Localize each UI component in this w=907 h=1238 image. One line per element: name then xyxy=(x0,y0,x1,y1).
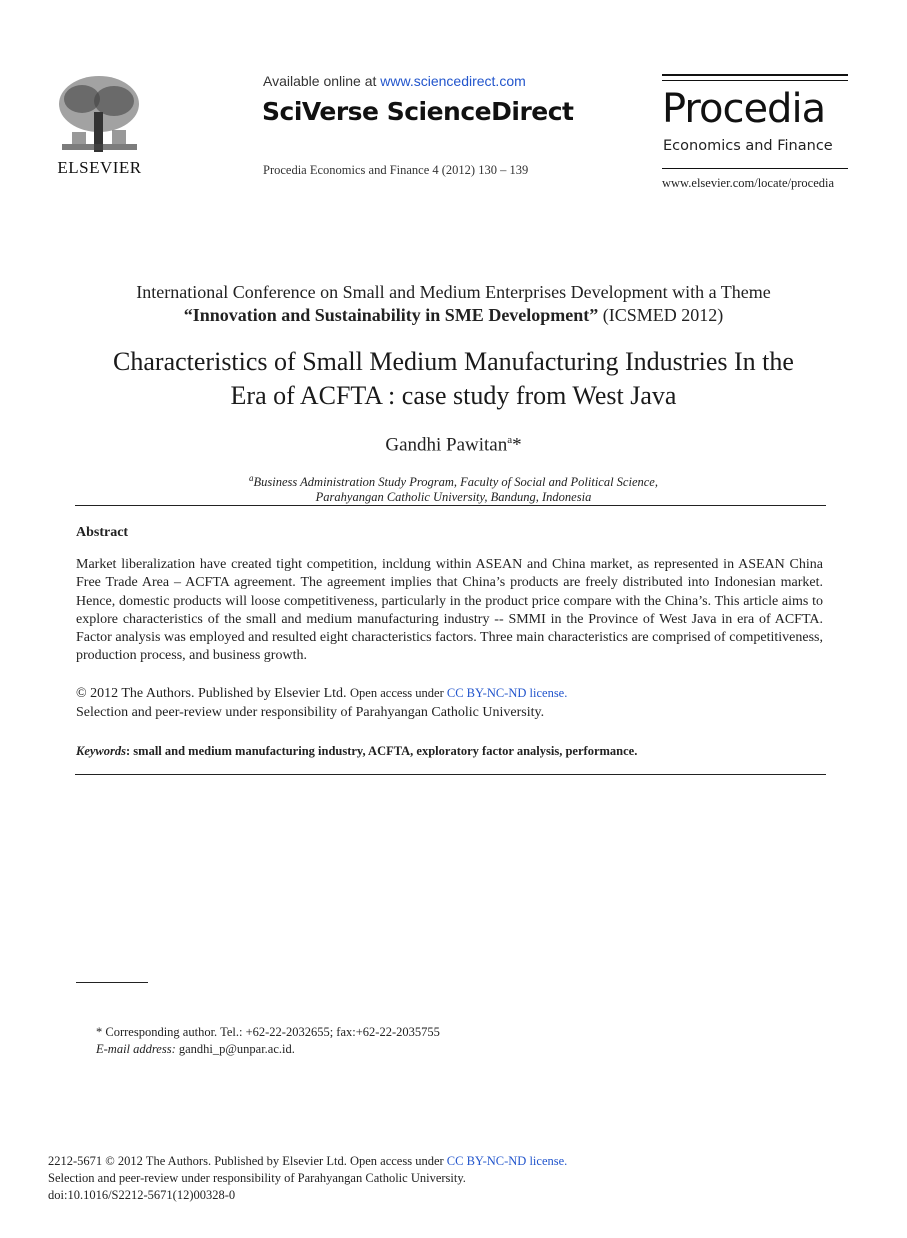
keywords xyxy=(76,744,637,759)
author xyxy=(0,434,907,456)
footer-doi[interactable]: doi:10.1016/S2212-5671(12)00328-0 xyxy=(48,1188,236,1202)
author-sup: a xyxy=(507,434,513,446)
paper-title xyxy=(0,345,907,413)
publisher-name: ELSEVIER xyxy=(57,158,142,177)
platform-name: SciVerse ScienceDirect xyxy=(262,97,574,126)
elsevier-logo xyxy=(52,74,147,180)
email-line xyxy=(96,1042,295,1057)
copyright-line xyxy=(76,686,567,702)
sciencedirect-link[interactable]: www.sciencedirect.com xyxy=(380,73,526,89)
open-access-text: Open access under xyxy=(350,686,447,700)
paper-title-line2: Era of ACFTA : case study from West Java xyxy=(230,381,677,410)
available-online xyxy=(263,73,526,89)
procedia-title: Procedia xyxy=(662,86,826,132)
procedia-url[interactable]: www.elsevier.com/locate/procedia xyxy=(662,176,835,190)
email-label: E-mail address: xyxy=(96,1042,176,1056)
author-star: * xyxy=(512,434,522,456)
author-name: Gandhi Pawitan xyxy=(385,434,508,456)
keywords-list: : small and medium manufacturing industry, ACFTA, exploratory factor analysis, performance. xyxy=(126,744,638,758)
selection-note: Selection and peer-review under responsibility of Parahyangan Catholic University. xyxy=(76,705,545,720)
footer-selection: Selection and peer-review under responsibility of Parahyangan Catholic University. xyxy=(48,1171,466,1185)
affiliation-text1: Business Administration Study Program, Faculty of Social and Political Science, xyxy=(253,475,658,490)
conference-theme xyxy=(0,305,907,326)
procedia-subtitle: Economics and Finance xyxy=(663,138,833,154)
license-link[interactable]: CC BY-NC-ND license. xyxy=(446,686,568,700)
divider xyxy=(75,505,826,506)
affiliation-sup: a xyxy=(249,473,254,483)
conference-theme-title: “Innovation and Sustainability in SME Development” xyxy=(183,305,599,325)
footnote-rule xyxy=(76,982,148,983)
affiliation-line2: Parahyangan Catholic University, Bandung, Indonesia xyxy=(315,490,592,504)
procedia-brand xyxy=(662,74,848,174)
abstract-body: Market liberalization have created tight competition, incldung within ASEAN and China market, as represented in ASEAN China Free Trade Area – ACFTA agreement. The agreement implies that China’s products are freely distributed into Indonesian market. Hence, domestic products will loose competitiveness, particularly in the product price compare with the China’s. This article aims to explore characteristics of the small and medium manufacturing industry -- SMMI in the Province of West Java in era of ACFTA. Factor analysis was employed and resulted eight characteristics factors. Three main characteristics are comprised of competitiveness, production process, and business growth. xyxy=(76,557,823,664)
email-address[interactable]: gandhi_p@unpar.ac.id. xyxy=(175,1042,295,1056)
abstract-heading: Abstract xyxy=(76,525,129,540)
available-prefix: Available online at xyxy=(263,73,381,89)
conference-line: International Conference on Small and Medium Enterprises Development with a Theme xyxy=(136,282,771,302)
keywords-label: Keywords xyxy=(76,744,126,758)
corresponding-author: * Corresponding author. Tel.: +62-22-2032655; fax:+62-22-2035755 xyxy=(96,1025,440,1039)
affiliation-line1 xyxy=(0,473,907,490)
divider xyxy=(75,774,826,775)
journal-reference: Procedia Economics and Finance 4 (2012) 130 – 139 xyxy=(263,163,529,177)
paper-title-line1: Characteristics of Small Medium Manufacturing Industries In the xyxy=(113,347,794,376)
footer-license-link[interactable]: CC BY-NC-ND license. xyxy=(446,1154,568,1168)
conference-acronym: (ICSMED 2012) xyxy=(598,305,724,325)
footer-issn-text: 2212-5671 © 2012 The Authors. Published by Elsevier Ltd. Open access under xyxy=(48,1154,447,1168)
footer-issn xyxy=(48,1154,567,1169)
copyright-text: © 2012 The Authors. Published by Elsevier Ltd. xyxy=(76,686,351,701)
